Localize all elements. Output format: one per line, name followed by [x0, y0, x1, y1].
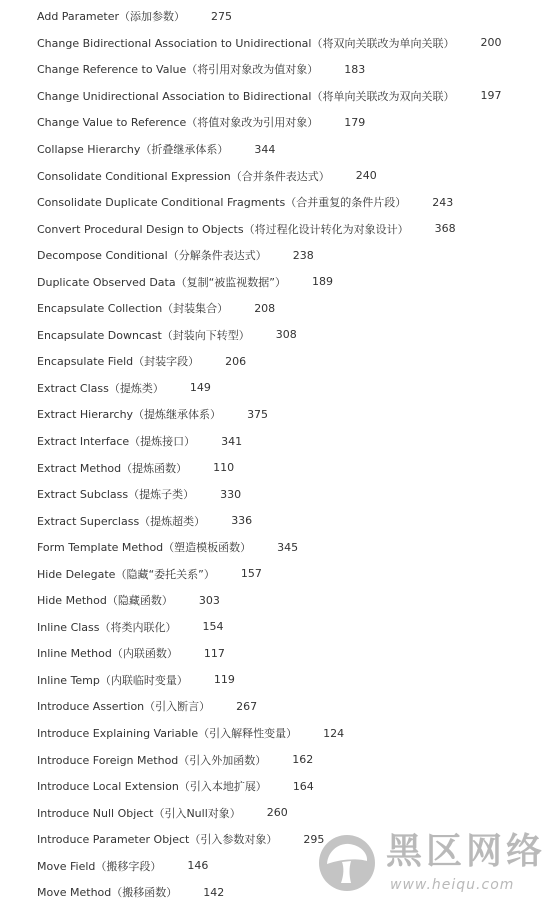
- refactoring-name: Change Value to Reference（将值对象改为引用对象）: [37, 116, 319, 130]
- page-number: 303: [198, 593, 220, 607]
- page-number: 189: [311, 275, 333, 289]
- page-number: 142: [203, 885, 225, 899]
- list-item: [37, 454, 550, 481]
- list-item: [37, 295, 550, 322]
- refactoring-index-list: [37, 3, 550, 906]
- page-number: 179: [344, 115, 366, 129]
- refactoring-name: Inline Temp（内联临时变量）: [37, 673, 188, 687]
- refactoring-name: Encapsulate Field（封装字段）: [37, 355, 200, 369]
- page-number: 344: [254, 142, 276, 156]
- list-item: [37, 348, 550, 375]
- list-item: [37, 83, 550, 110]
- refactoring-name: Introduce Null Object（引入Null对象）: [37, 806, 241, 820]
- refactoring-name: Inline Method（内联函数）: [37, 647, 178, 661]
- page-number: 275: [211, 9, 233, 23]
- page-number: 200: [480, 36, 502, 50]
- list-item: [37, 162, 550, 189]
- page-number: 243: [432, 195, 454, 209]
- watermark-title: 黑区网络: [386, 831, 547, 872]
- refactoring-name: Change Reference to Value（将引用对象改为值对象）: [37, 63, 319, 77]
- page-number: 267: [236, 699, 258, 713]
- refactoring-name: Add Parameter（添加参数）: [37, 10, 186, 24]
- list-item: [37, 428, 550, 455]
- page-number: 164: [292, 779, 314, 793]
- watermark: [318, 830, 550, 900]
- list-item: [37, 3, 550, 30]
- list-item: [37, 560, 550, 587]
- refactoring-name: Introduce Local Extension（引入本地扩展）: [37, 780, 267, 794]
- list-item: [37, 30, 550, 57]
- refactoring-name: Decompose Conditional（分解条件表达式）: [37, 249, 267, 263]
- list-item: [37, 56, 550, 83]
- refactoring-name: Move Method（搬移函数）: [37, 886, 178, 900]
- refactoring-name: Hide Method（隐藏函数）: [37, 594, 173, 608]
- list-item: [37, 507, 550, 534]
- watermark-url: www.heiqu.com: [390, 877, 515, 893]
- refactoring-name: Hide Delegate（隐藏“委托关系”）: [37, 567, 215, 581]
- list-item: [37, 534, 550, 561]
- list-item: [37, 242, 550, 269]
- list-item: [37, 109, 550, 136]
- list-item: [37, 322, 550, 349]
- list-item: [37, 667, 550, 694]
- list-item: [37, 189, 550, 216]
- page-number: 238: [292, 248, 314, 262]
- refactoring-name: Duplicate Observed Data（复制“被监视数据”）: [37, 275, 286, 289]
- list-item: [37, 136, 550, 163]
- page-number: 260: [266, 806, 288, 820]
- page-number: 162: [292, 753, 314, 767]
- refactoring-name: Consolidate Conditional Expression（合并条件表达式）: [37, 169, 330, 183]
- page-number: 154: [202, 620, 224, 634]
- list-item: [37, 614, 550, 641]
- page-number: 110: [213, 461, 235, 475]
- refactoring-name: Form Template Method（塑造模板函数）: [37, 541, 252, 555]
- list-item: [37, 215, 550, 242]
- refactoring-name: Extract Hierarchy（提炼继承体系）: [37, 408, 222, 422]
- list-item: [37, 640, 550, 667]
- page-number: 197: [480, 89, 502, 103]
- page-number: 336: [231, 514, 253, 528]
- list-item: [37, 587, 550, 614]
- list-item: [37, 773, 550, 800]
- list-item: [37, 799, 550, 826]
- page-number: 345: [277, 540, 299, 554]
- page-number: 117: [203, 646, 225, 660]
- refactoring-name: Introduce Foreign Method（引入外加函数）: [37, 753, 267, 767]
- page-number: 240: [355, 169, 377, 183]
- refactoring-name: Consolidate Duplicate Conditional Fragments（合并重复的条件片段）: [37, 196, 407, 210]
- refactoring-name: Introduce Explaining Variable（引入解释性变量）: [37, 727, 298, 741]
- page-number: 368: [434, 222, 456, 236]
- refactoring-name: Extract Class（提炼类）: [37, 381, 164, 395]
- list-item: [37, 481, 550, 508]
- refactoring-name: Convert Procedural Design to Objects（将过程化设计转化为对象设计）: [37, 222, 409, 236]
- page-number: 157: [240, 567, 262, 581]
- page-number: 206: [225, 354, 247, 368]
- page-number: 183: [344, 62, 366, 76]
- page-number: 308: [275, 328, 297, 342]
- refactoring-name: Extract Subclass（提炼子类）: [37, 488, 195, 502]
- refactoring-name: Extract Interface（提炼接口）: [37, 435, 196, 449]
- list-item: [37, 720, 550, 747]
- refactoring-name: Introduce Assertion（引入断言）: [37, 700, 211, 714]
- page-number: 375: [247, 407, 269, 421]
- refactoring-name: Collapse Hierarchy（折叠继承体系）: [37, 143, 229, 156]
- list-item: [37, 401, 550, 428]
- page-number: 341: [221, 434, 243, 448]
- page-number: 208: [254, 301, 276, 315]
- page-number: 330: [220, 487, 242, 501]
- refactoring-name: Change Unidirectional Association to Bidirectional（将单向关联改为双向关联）: [37, 89, 455, 103]
- refactoring-name: Encapsulate Downcast（封装向下转型）: [37, 328, 250, 342]
- page-number: 295: [303, 832, 325, 846]
- list-item: [37, 746, 550, 773]
- mushroom-logo-icon: [318, 834, 376, 892]
- list-item: [37, 693, 550, 720]
- refactoring-name: Extract Method（提炼函数）: [37, 461, 188, 475]
- refactoring-name: Inline Class（将类内联化）: [37, 620, 177, 634]
- refactoring-name: Move Field（搬移字段）: [37, 859, 162, 873]
- page-number: 124: [323, 726, 345, 740]
- refactoring-name: Change Bidirectional Association to Unidirectional（将双向关联改为单向关联）: [37, 36, 455, 50]
- refactoring-name: Encapsulate Collection（封装集合）: [37, 302, 229, 316]
- refactoring-name: Introduce Parameter Object（引入参数对象）: [37, 833, 278, 847]
- page-number: 149: [189, 381, 211, 395]
- list-item: [37, 375, 550, 402]
- page-number: 146: [187, 859, 209, 873]
- refactoring-name: Extract Superclass（提炼超类）: [37, 514, 206, 528]
- list-item: [37, 268, 550, 295]
- page-number: 119: [213, 673, 235, 687]
